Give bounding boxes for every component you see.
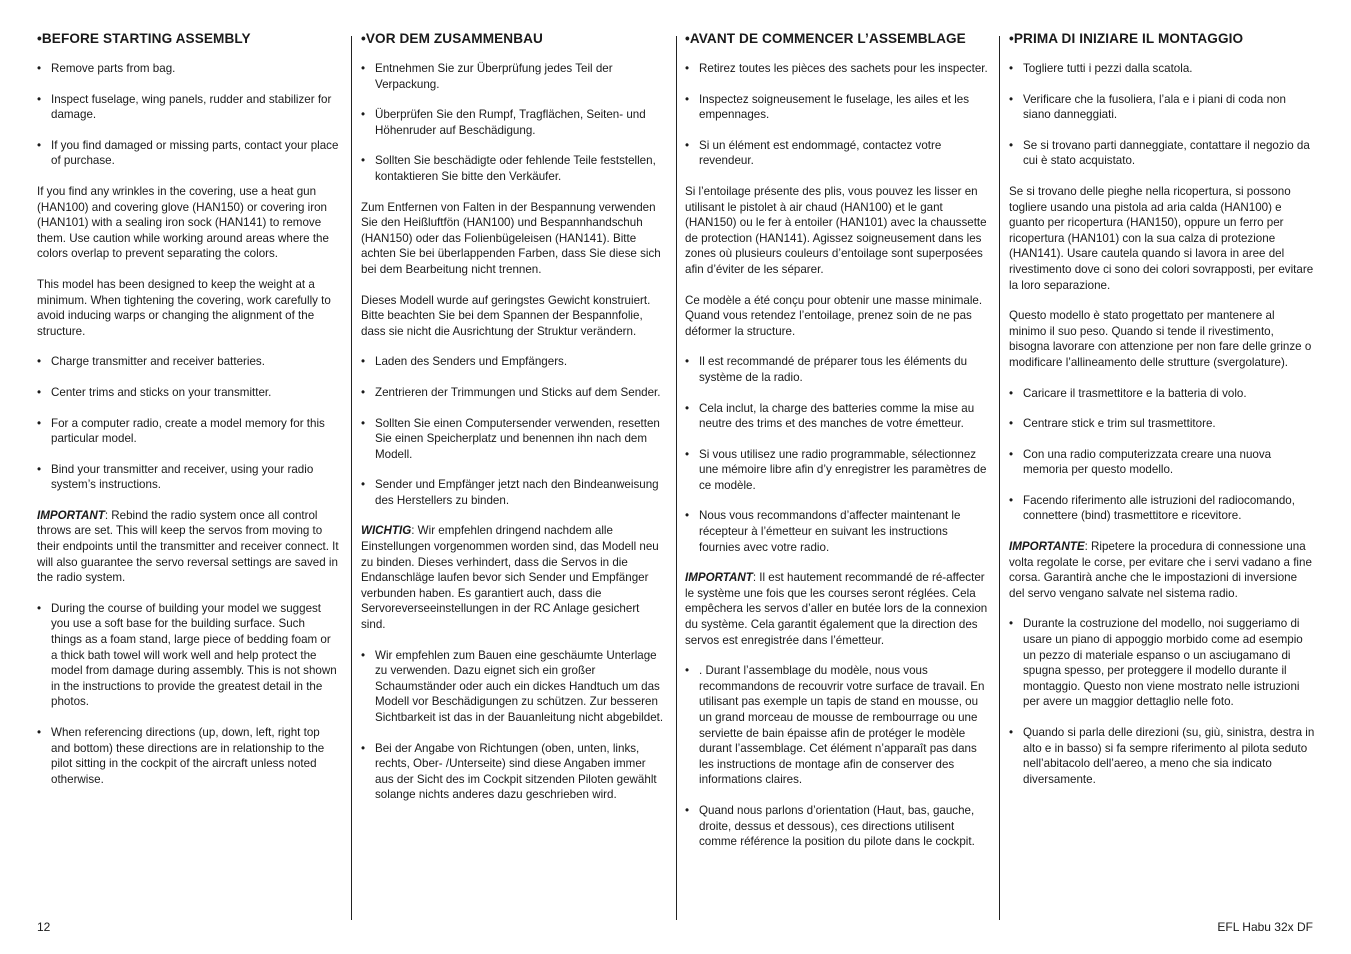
list-item: • Charge transmitter and receiver batteries. <box>37 354 339 370</box>
list-item: • For a computer radio, create a model memory for this particular model. <box>37 416 339 447</box>
section-heading: •BEFORE STARTING ASSEMBLY <box>37 31 251 46</box>
paragraph-covering: Zum Entfernen von Falten in der Bespannung verwenden Sie den Heißluftfön (HAN100) und Bespannhandschuh (HAN150) oder das Folienbügeleisen (HAN141). Bitte achten Sie bei überlappenden Farben, dass Sie diese sich bei dem Bearbeitung nicht trennen. <box>361 200 661 276</box>
column-french <box>685 30 989 865</box>
important-note <box>685 570 989 648</box>
list-item: • Bind your transmitter and receiver, using your radio system’s instructions. <box>37 462 339 493</box>
list-item: • Überprüfen Sie den Rumpf, Tragflächen, Seiten- und Höhenruder auf Beschädigung. <box>361 107 667 138</box>
page-number: 12 <box>37 920 51 934</box>
important-text: : Ripetere la procedura di connessione una volta regolate le corse, per evitare che i servi vadano a fine corsa. Garantirà anche che le impostazioni di inversione del servo vengano salvate nel sistema radio. <box>1009 540 1312 600</box>
radio-checklist <box>685 354 989 555</box>
paragraph-weight: Questo modello è stato progettato per mantenere al minimo il suo peso. Quando si tende il rivestimento, bisogna lavorare con attenzione per non fare delle grinze o modificare l’allineamento delle strutture (svergolature). <box>1009 309 1312 369</box>
list-item: • When referencing directions (up, down, left, right top and bottom) these directions are in relationship to the pilot sitting in the cockpit of the aircraft unless noted otherwise. <box>37 725 339 787</box>
product-name: EFL Habu 32x DF <box>1217 920 1313 934</box>
list-item: • Bei der Angabe von Richtungen (oben, unten, links, rechts, Ober- /Unterseite) sind diese Angaben immer aus der Sicht des im Cockpit sitzenden Piloten gewählt solange nichts anderes dazu geschrieben wird. <box>361 741 667 803</box>
list-item: • Se si trovano parti danneggiate, contattare il negozio da cui è stato acquistato. <box>1009 138 1315 169</box>
paragraph-weight: This model has been designed to keep the weight at a minimum. When tightening the covering, work carefully to avoid inducing warps or changing the alignment of the structure. <box>37 277 331 338</box>
list-item: • Zentrieren der Trimmungen und Sticks auf dem Sender. <box>361 385 667 401</box>
column-english <box>37 30 339 802</box>
list-item: • Inspect fuselage, wing panels, rudder and stabilizer for damage. <box>37 92 339 123</box>
list-item: • Si vous utilisez une radio programmable, sélectionnez une mémoire libre afin d’y enregistrer les paramètres de ce modèle. <box>685 447 989 494</box>
important-label: IMPORTANTE <box>1009 540 1085 554</box>
paragraph-weight: Ce modèle a été conçu pour obtenir une masse minimale. Quand vous retendez l’entoilage, prenez soin de ne pas déformer la structure. <box>685 293 983 338</box>
list-item: • . Durant l’assemblage du modèle, nous vous recommandons de recouvrir votre surface de travail. En utilisant pas exemple un tapis de stand en mousse, ou un grand morceau de mousse de rembourrage ou une serviette de bain épaisse afin de protéger le modèle durant l’assemblage. Cet élément n’apparaît pas dans les instructions de montage afin de conserver des informations claires. <box>685 663 989 788</box>
list-item: • Sollten Sie beschädigte oder fehlende Teile feststellen, kontaktieren Sie bitte den Verkäufer. <box>361 153 667 184</box>
list-item: • Entnehmen Sie zur Überprüfung jedes Teil der Verpackung. <box>361 61 667 92</box>
list-item: • Nous vous recommandons d’affecter maintenant le récepteur à l’émetteur en suivant les instructions fournies avec votre radio. <box>685 508 989 555</box>
column-divider-1 <box>351 36 352 920</box>
list-item: • Sender und Empfänger jetzt nach den Bindeanweisung des Herstellers zu binden. <box>361 477 667 508</box>
important-note <box>37 508 339 586</box>
important-text: : Il est hautement recommandé de ré-affecter le système une fois que les courses seront réglées. Cela empêchera les servos d’aller en butée lors de la connexion du système. Cela garantit également que la direction des servos est enregistrée dans l’émetteur. <box>685 571 988 647</box>
paragraph-covering: If you find any wrinkles in the covering, use a heat gun (HAN100) and covering glove (HAN150) or covering iron (HAN101) with a sealing iron sock (HAN141) to remove them. Use caution while working around areas where the colors overlap to prevent separating the colors. <box>37 184 329 261</box>
column-italian <box>1009 30 1315 802</box>
column-divider-2 <box>676 36 677 920</box>
list-item: • Durante la costruzione del modello, noi suggeriamo di usare un piano di appoggio morbido come ad esempio un pezzo di materiale espanso o un asciugamano di spugna spesso, per proteggere il modello durante il montaggio. Questo non viene mostrato nelle istruzioni per avere un maggior dettaglio nelle foto. <box>1009 616 1315 710</box>
paragraph-covering: Si l’entoilage présente des plis, vous pouvez les lisser en utilisant le pistolet à air chaud (HAN100) et le gant (HAN150) ou le fer à entoiler (HAN101) avec la chaussette de protection (HAN141). Agissez soigneusement dans les zones où plusieurs couleurs d’entoilage sont superposées afin d’éviter de les séparer. <box>685 184 987 276</box>
important-note <box>361 523 667 632</box>
building-tips <box>37 601 339 788</box>
list-item: • Center trims and sticks on your transmitter. <box>37 385 339 401</box>
important-text: : Rebind the radio system once all control throws are set. This will keep the servos from moving to their endpoints until the transmitter and receiver connect. It will also guarantee the servo reversal settings are saved in the radio system. <box>37 508 339 585</box>
list-item: • Con una radio computerizzata creare una nuova memoria per questo modello. <box>1009 447 1315 478</box>
important-label: IMPORTANT <box>685 571 753 585</box>
checklist <box>1009 61 1315 169</box>
paragraph-covering: Se si trovano delle pieghe nella ricopertura, si possono togliere usando una pistola ad aria calda (HAN100) e guanto per ricopertura (HAN150), oppure un ferro per ricopertura (HAN101) con la sua calza di protezione (HAN141). Usare cautela quando si lavora in aree del rivestimento dove ci sono dei colori sovrapposti, per evitare la loro separazione. <box>1009 184 1314 292</box>
list-item: • During the course of building your model we suggest you use a soft base for the building surface. Such things as a foam stand, large piece of bedding foam or a thick bath towel will work well and help protect the model from damage during assembly. This is not shown in the instructions to provide the greatest detail in the photos. <box>37 601 339 710</box>
radio-checklist <box>361 354 667 508</box>
important-text: : Wir empfehlen dringend nachdem alle Einstellungen vorgenommen worden sind, das Modell neu zu binden. Dieses verhindert, dass die Servos in die Endanschläge laufen bevor sich Sender und Empfänger verbunden haben. Es garantiert auch, dass die Servoreverseeinstellungen in der RC Anlage gesichert sind. <box>361 524 659 632</box>
list-item: • Quand nous parlons d’orientation (Haut, bas, gauche, droite, dessus et dessous), ces directions utilisent comme référence la position du pilote dans le cockpit. <box>685 803 989 850</box>
important-label: WICHTIG <box>361 524 412 538</box>
list-item: • Sollten Sie einen Computersender verwenden, resetten Sie einen Speicherplatz und benennen ihn nach dem Modell. <box>361 416 667 463</box>
list-item: • Remove parts from bag. <box>37 61 339 77</box>
list-item: • Togliere tutti i pezzi dalla scatola. <box>1009 61 1315 77</box>
list-item: • Laden des Senders und Empfängers. <box>361 354 667 370</box>
important-note <box>1009 539 1315 601</box>
radio-checklist <box>37 354 339 493</box>
checklist <box>685 61 989 169</box>
list-item: • Cela inclut, la charge des batteries comme la mise au neutre des trims et des manches de votre émetteur. <box>685 401 989 432</box>
section-heading: •AVANT DE COMMENCER L’ASSEMBLAGE <box>685 31 966 46</box>
list-item: • Facendo riferimento alle istruzioni del radiocomando, connettere (bind) trasmettitore e ricevitore. <box>1009 493 1315 524</box>
building-tips <box>685 663 989 850</box>
checklist <box>361 61 667 185</box>
checklist <box>37 61 339 169</box>
section-heading: •VOR DEM ZUSAMMENBAU <box>361 31 543 46</box>
column-german <box>361 30 667 818</box>
list-item: • Wir empfehlen zum Bauen eine geschäumte Unterlage zu verwenden. Dazu eignet sich ein großer Schaumständer oder auch ein dickes Handtuch um das Modell vor Beschädigungen zu schützen. Zur besseren Sichtbarkeit ist das in der Bauanleitung nicht abgebildet. <box>361 648 667 726</box>
list-item: • Retirez toutes les pièces des sachets pour les inspecter. <box>685 61 989 77</box>
section-heading: •PRIMA DI INIZIARE IL MONTAGGIO <box>1009 31 1244 46</box>
paragraph-weight: Dieses Modell wurde auf geringstes Gewicht konstruiert. Bitte beachten Sie bei dem Spannen der Bespannfolie, dass sie nicht die Ausrichtung der Struktur verändern. <box>361 293 651 338</box>
list-item: • Centrare stick e trim sul trasmettitore. <box>1009 416 1315 432</box>
building-tips <box>361 648 667 803</box>
list-item: • Verificare che la fusoliera, l’ala e i piani di coda non siano danneggiati. <box>1009 92 1315 123</box>
list-item: • Si un élément est endommagé, contactez votre revendeur. <box>685 138 989 169</box>
list-item: • Inspectez soigneusement le fuselage, les ailes et les empennages. <box>685 92 989 123</box>
radio-checklist <box>1009 386 1315 525</box>
list-item: • If you find damaged or missing parts, contact your place of purchase. <box>37 138 339 169</box>
important-label: IMPORTANT <box>37 508 105 522</box>
column-divider-3 <box>999 36 1000 920</box>
list-item: • Il est recommandé de préparer tous les éléments du système de la radio. <box>685 354 989 385</box>
list-item: • Caricare il trasmettitore e la batteria di volo. <box>1009 386 1315 402</box>
building-tips <box>1009 616 1315 787</box>
list-item: • Quando si parla delle direzioni (su, giù, sinistra, destra in alto e in basso) si fa sempre riferimento al pilota seduto nell’abitacolo dell’aereo, a meno che sia indicato diversamente. <box>1009 725 1315 787</box>
